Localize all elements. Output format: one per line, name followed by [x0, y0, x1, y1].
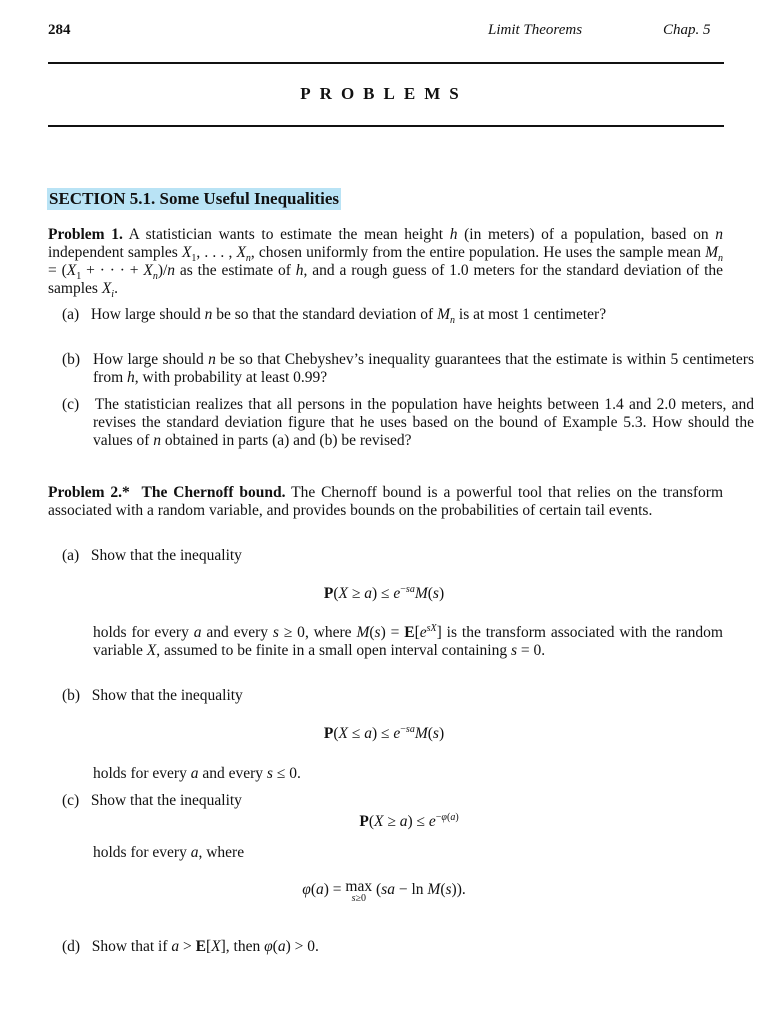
problem-1-statement: Problem 1. A statistician wants to estimate the mean height h (in meters) of a population, based on n independent samples $X_1$, . . . , $X_n$, chosen uniformly from the entire population. He uses the sample mean $M_n = (X_1$ + · · · + $X_n)/n$ as the estimate of h, and a rough guess of 1.0 meters for the standard deviation of the samples $X_i$.	[48, 226, 724, 301]
problem-2-part-b-condition: holds for every a and every s ≤ 0.	[93, 765, 301, 782]
problems-title: PROBLEMS	[300, 84, 468, 103]
problem-2-name: The Chernoff bound.	[141, 484, 286, 501]
equation-chernoff-phi: $P(X \ge a) \le e^{-\varphi(a)}$	[359, 811, 459, 830]
problem-2-part-c-condition: holds for every a, where	[93, 844, 245, 861]
problem-1-part-b: (b) How large should n be so that Chebyshev’s inequality guarantees that the estimate is within 5 centimeters from h, with probability at least 0.99?	[62, 351, 754, 386]
equation-phi-definition: φ(a) = max s≥0 (sa − ln M(s)).	[302, 878, 466, 904]
problem-1-part-c: (c) The statistician realizes that all persons in the population have heights between 1.4 and 2.0 meters, and revises the standard deviation figure that he uses based on the bound of Example 5.3. How should the values of n obtained in parts (a) and (b) be revised?	[62, 396, 755, 449]
problem-1-part-a: (a) How large should n be so that the standard deviation of $M_n$ is at most 1 centimeter?	[62, 306, 607, 327]
problem-2-part-a-condition: holds for every a and every s ≥ 0, where $M(s) = E[e^{sX}]$ is the transform associated with the random variable X, assumed to be finite in a small open interval containing s = 0.	[93, 622, 723, 659]
problem-2-label: Problem 2.*	[48, 484, 130, 501]
problem-2-part-a: (a) Show that the inequality	[62, 547, 242, 564]
equation-chernoff-lower: $P(X \le a) \le e^{-sa}M(s)$	[323, 723, 445, 742]
problem-2-statement: Problem 2.* The Chernoff bound. The Chernoff bound is a powerful tool that relies on the transform associated with a random variable, and provides bounds on the probabilities of certain tail events.	[48, 484, 724, 519]
problem-2-part-b: (b) Show that the inequality	[62, 687, 243, 704]
chapter-label: Chap. 5	[663, 22, 711, 38]
equation-chernoff-upper: $P(X \ge a) \le e^{-sa}M(s)$	[323, 583, 445, 602]
top-rule	[48, 62, 724, 64]
bottom-rule	[48, 125, 724, 127]
section-heading-highlighted: SECTION 5.1. Some Useful Inequalities	[49, 189, 339, 208]
page-number: 284	[48, 22, 71, 38]
problem-2-part-d: (d) Show that if a > E[X], then φ(a) > 0.	[62, 938, 319, 955]
problem-1-label: Problem 1.	[48, 226, 123, 243]
problem-2-part-c: (c) Show that the inequality	[62, 792, 242, 809]
running-title: Limit Theorems	[488, 22, 583, 38]
